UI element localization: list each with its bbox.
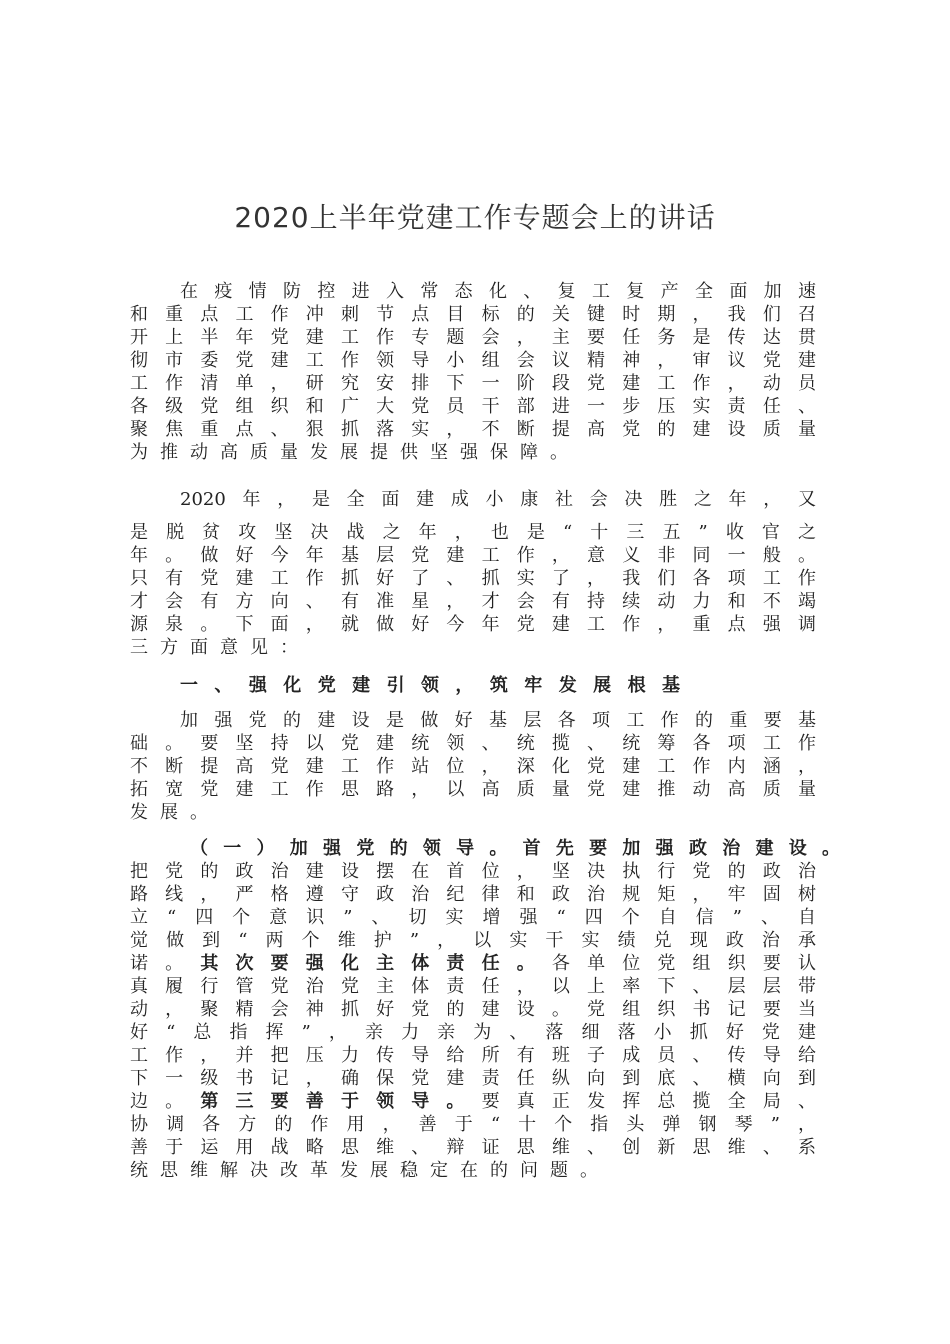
para2-line: 年。做好今年基层党建工作，意义非同一般。 bbox=[130, 545, 816, 566]
bold-phrase: 第三要善于领导。 bbox=[200, 1091, 482, 1112]
para3-line: 加强党的建设是做好基层各项工作的重要基 bbox=[180, 710, 816, 731]
para4-line: 统思维解决改革发展稳定在的问题。 bbox=[130, 1160, 610, 1181]
para2-line: 只有党建工作抓好了、抓实了，我们各项工作 bbox=[130, 568, 816, 589]
text-run: 各单位党组织要认 bbox=[551, 953, 816, 974]
intro-line: 聚焦重点、狠抓落实，不断提高党的建设质量 bbox=[130, 419, 816, 440]
intro-line: 各级党组织和广大党员干部进一步压实责任、 bbox=[130, 396, 816, 417]
para4-line bbox=[130, 1090, 816, 1113]
intro-line: 在疫情防控进入常态化、复工复产全面加速 bbox=[180, 281, 816, 302]
para4-line: 立“四个意识”、切实增强“四个自信”、自 bbox=[130, 907, 816, 928]
para3-line: 不断提高党建工作站位，深化党建工作内涵， bbox=[130, 756, 816, 777]
para4-line: 路线，严格遵守政治纪律和政治规矩，牢固树 bbox=[130, 884, 816, 905]
para4-line: 觉做到“两个维护”，以实干实绩兑现政治承 bbox=[130, 930, 816, 951]
intro-line: 彻市委党建工作领导小组会议精神，审议党建 bbox=[130, 350, 816, 371]
para2-line: 源泉。下面，就做好今年党建工作，重点强调 bbox=[130, 614, 816, 635]
para2-line: 是脱贫攻坚决战之年，也是“十三五”收官之 bbox=[130, 522, 816, 543]
para4-line: 把党的政治建设摆在首位，坚决执行党的政治 bbox=[130, 861, 816, 882]
para3-line: 础。要坚持以党建统领、统揽、统筹各项工作 bbox=[130, 733, 816, 754]
para3-line: 发展。 bbox=[130, 802, 220, 823]
text-run: 诺。 bbox=[130, 953, 201, 974]
para2-line: 三方面意见： bbox=[130, 637, 310, 658]
intro-line: 为推动高质量发展提供坚强保障。 bbox=[130, 442, 580, 463]
intro-line: 和重点工作冲刺节点目标的关键时期，我们召 bbox=[130, 304, 816, 325]
para4-line: 动，聚精会神抓好党的建设。党组织书记要当 bbox=[130, 999, 816, 1020]
page-title: 2020上半年党建工作专题会上的讲话 bbox=[234, 201, 716, 234]
section-heading: 一、强化党建引领，筑牢发展根基 bbox=[180, 675, 680, 696]
para2-line: 才会有方向、有准星，才会有持续动力和不竭 bbox=[130, 591, 816, 612]
para2-line: 2020年，是全面建成小康社会决胜之年，又 bbox=[180, 489, 816, 510]
para3-line: 拓宽党建工作思路，以高质量党建推动高质量 bbox=[130, 779, 816, 800]
para4-line: 真履行管党治党主体责任，以上率下、层层带 bbox=[130, 976, 816, 997]
para4-line: 工作，并把压力传导给所有班子成员、传导给 bbox=[130, 1045, 816, 1066]
para4-line: 善于运用战略思维、辩证思维、创新思维、系 bbox=[130, 1137, 816, 1158]
para4-line: 协调各方的作用，善于“十个指头弹钢琴”， bbox=[130, 1114, 816, 1135]
intro-line: 开上半年党建工作专题会，主要任务是传达贯 bbox=[130, 327, 816, 348]
para4-line: 好“总指挥”，亲力亲为、落细落小抓好党建 bbox=[130, 1022, 816, 1043]
para4-line bbox=[130, 952, 816, 975]
text-run: 边。 bbox=[130, 1091, 201, 1112]
subsection-heading: （一）加强党的领导。首先要加强政治建设。 bbox=[190, 838, 840, 859]
text-run: 要真正发挥总揽全局、 bbox=[481, 1091, 816, 1112]
intro-line: 工作清单，研究安排下一阶段党建工作，动员 bbox=[130, 373, 816, 394]
para4-line: 下一级书记，确保党建责任纵向到底、横向到 bbox=[130, 1068, 816, 1089]
bold-phrase: 其次要强化主体责任。 bbox=[200, 953, 552, 974]
